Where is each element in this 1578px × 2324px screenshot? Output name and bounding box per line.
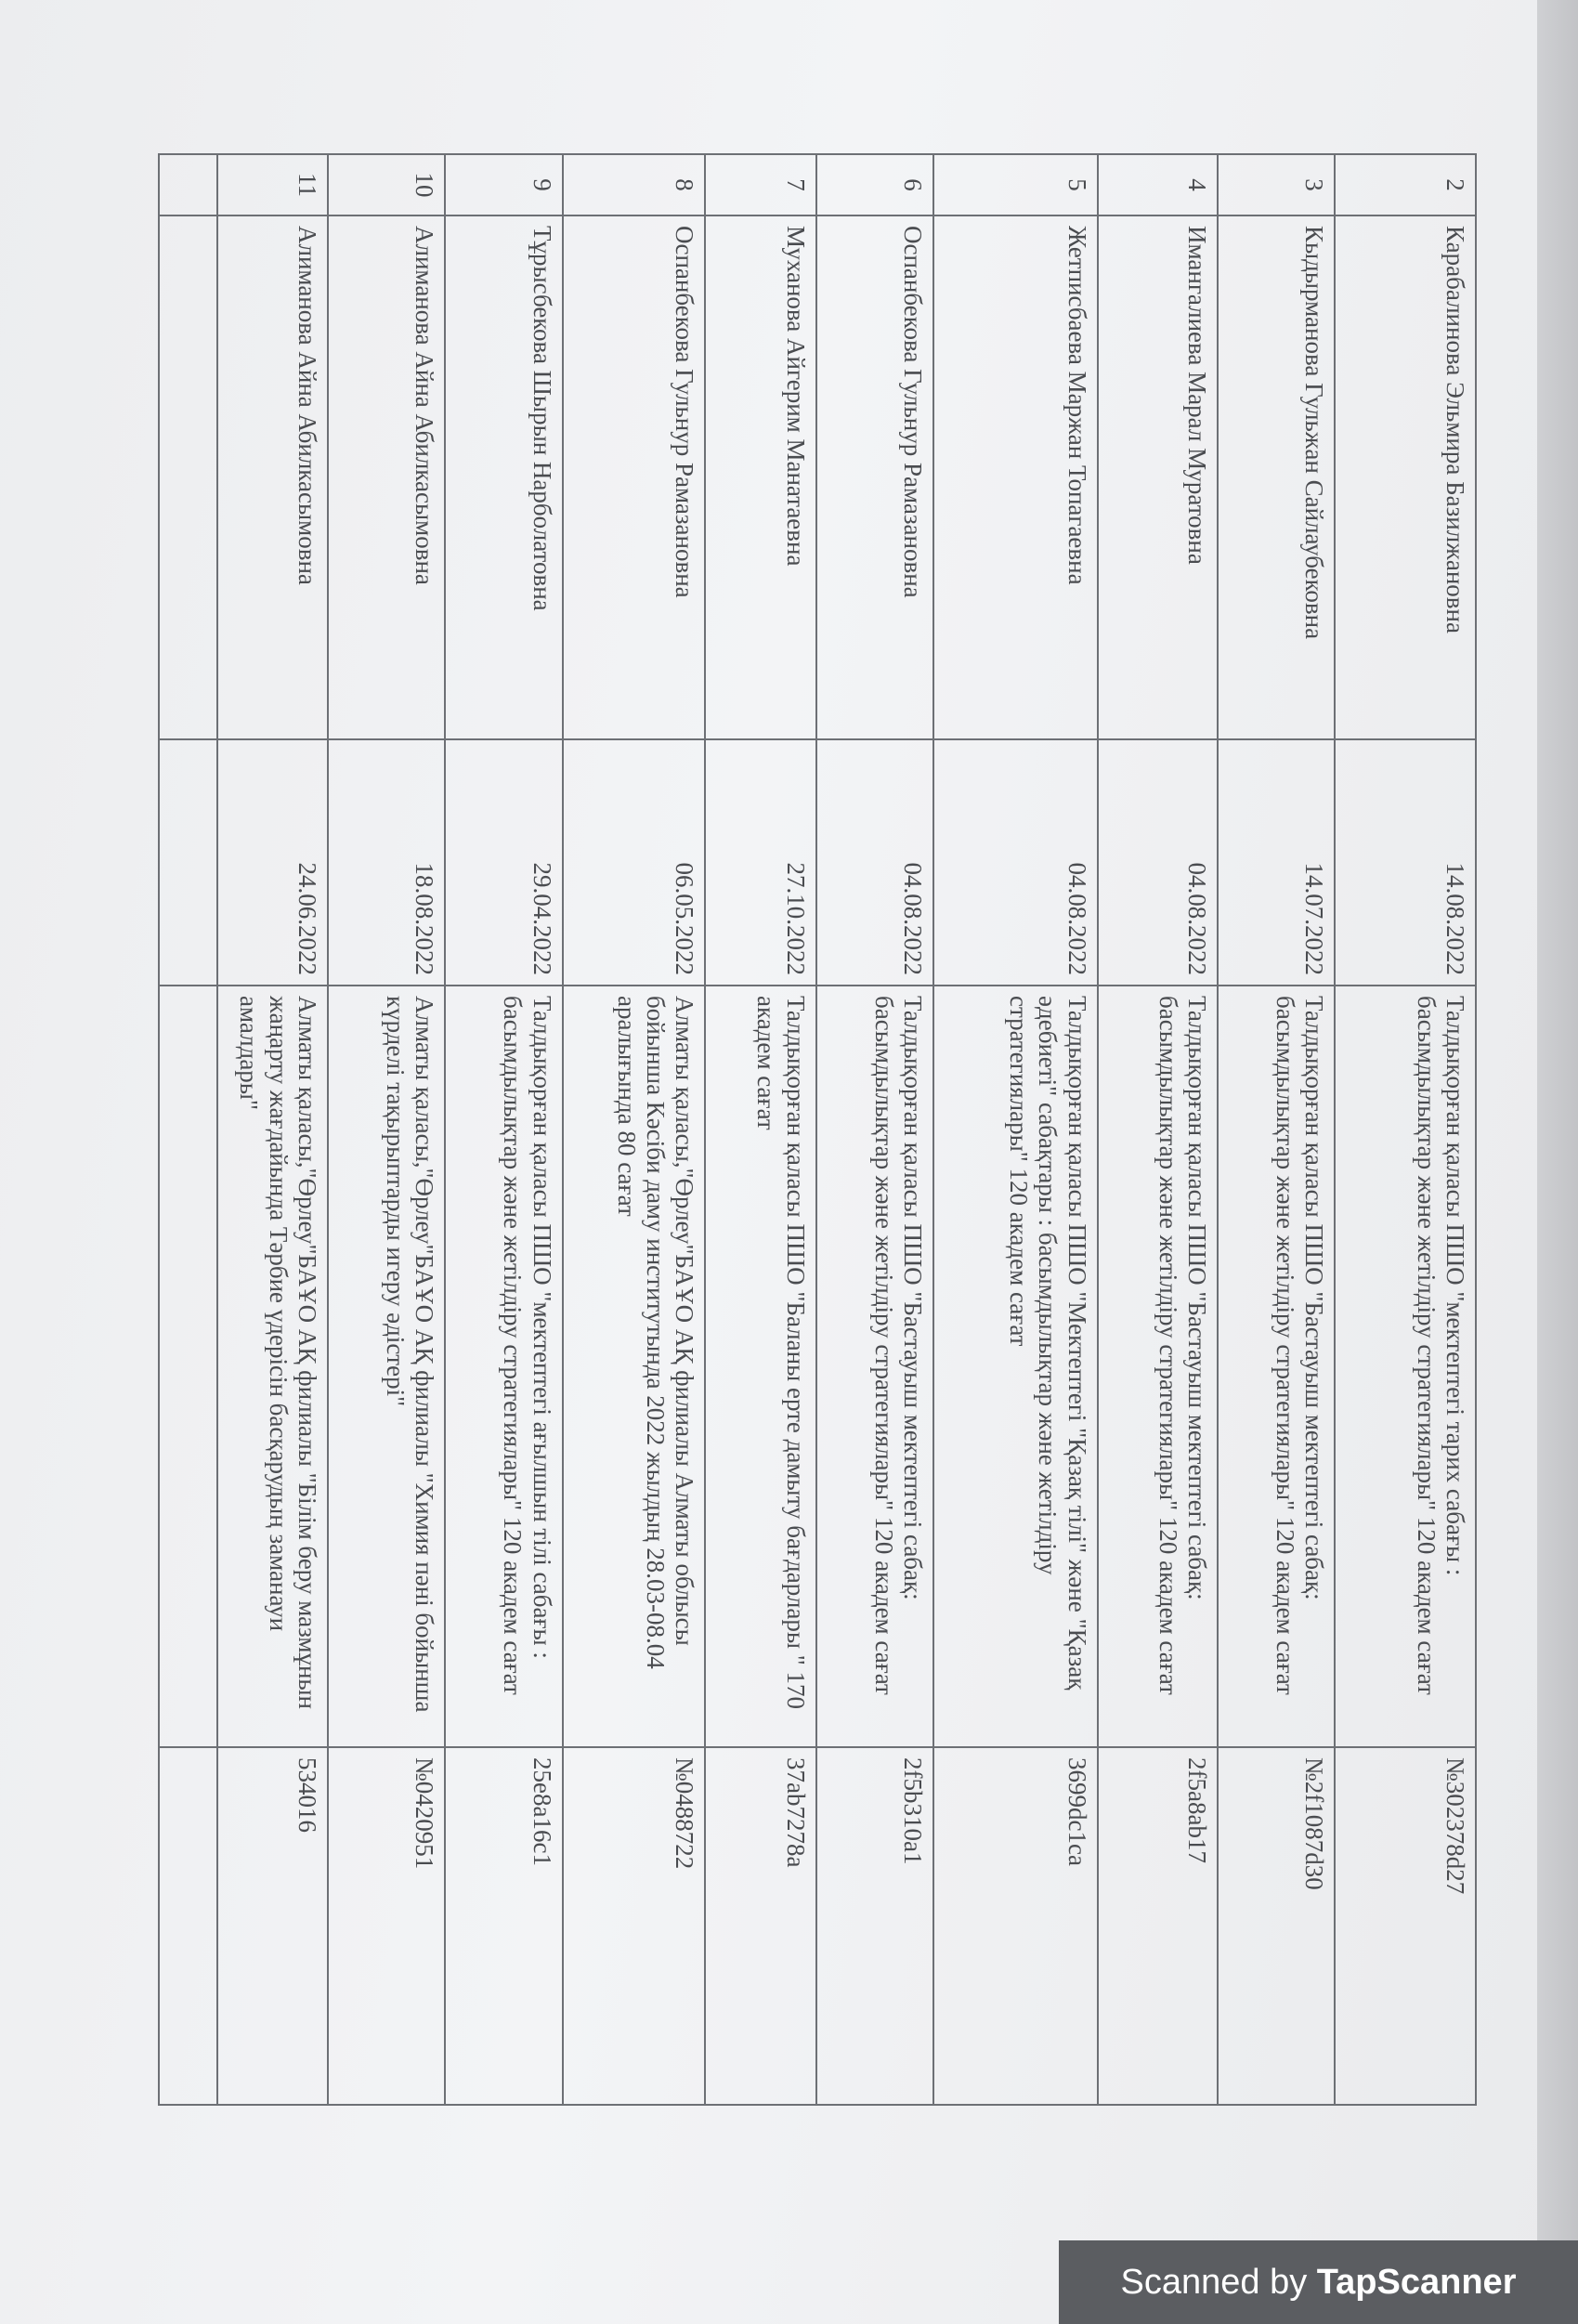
page-edge-shadow — [1537, 0, 1578, 2324]
row-number: 2 — [1335, 154, 1476, 215]
course-description: Алматы қаласы,"Өрлеу"БАҰО АҚ филиалы "Білім беру мазмұнын жаңарту жағдайында Тәрбие үдерісін басқарудың заманауи амалдары" — [217, 986, 328, 1747]
course-date: 27.10.2022 — [705, 739, 815, 986]
certificate-number: №0488722 — [563, 1747, 706, 2105]
teacher-name: Жетписбаева Маржан Топагаевна — [933, 215, 1098, 739]
course-description: Талдықорған қаласы ПШО "Бастауыш мектептегі сабақ: басымдылықтар және жетілдіру стратегиялары" 120 академ сағат — [1218, 986, 1335, 1747]
certificate-number: 2f5b310a1 — [816, 1747, 933, 2105]
course-date: 04.08.2022 — [816, 739, 933, 986]
certificate-number: №302378d27 — [1335, 1747, 1476, 2105]
watermark-brand: TapScanner — [1316, 2263, 1517, 2302]
certificate-number: 534016 — [217, 1747, 328, 2105]
teacher-name: Карабалинова Эльмира Базилжановна — [1335, 215, 1476, 739]
teacher-name: Тұрысбекова Шырын Нарболатовна — [445, 215, 562, 739]
row-number: 9 — [445, 154, 562, 215]
watermark-prefix: Scanned by — [1120, 2263, 1308, 2302]
course-description: Талдықорған қаласы ПШО "Мектептегі "Қазақ тілі" және "Қазақ әдебиеті" сабақтары : басымдылықтар және жетілдіру стратегиялары" 120 академ сағат — [933, 986, 1098, 1747]
row-number: 6 — [816, 154, 933, 215]
course-date: 14.07.2022 — [1218, 739, 1335, 986]
table-row — [1098, 154, 1218, 2105]
empty-cell — [159, 215, 217, 739]
course-date: 24.06.2022 — [217, 739, 328, 986]
course-date: 14.08.2022 — [1335, 739, 1476, 986]
course-description: Алматы қаласы,"Өрлеу"БАҰО АҚ филиалы Алматы облысы бойынша Кәсіби даму институтында 2022 жылдың 28.03-08.04 аралығында 80 сағат — [563, 986, 706, 1747]
course-date: 18.08.2022 — [328, 739, 445, 986]
row-number: 5 — [933, 154, 1098, 215]
empty-cell — [159, 986, 217, 1747]
certificate-number: 25e8a16c1 — [445, 1747, 562, 2105]
row-number: 11 — [217, 154, 328, 215]
course-date: 29.04.2022 — [445, 739, 562, 986]
teacher-name: Кыдырманова Гульжан Сайлаубековна — [1218, 215, 1335, 739]
teacher-name: Алиманова Айна Абилкасымовна — [217, 215, 328, 739]
table-row — [217, 154, 328, 2105]
table-row — [328, 154, 445, 2105]
course-date: 04.08.2022 — [933, 739, 1098, 986]
row-number: 8 — [563, 154, 706, 215]
certificates-table — [158, 153, 1477, 2106]
row-number: 10 — [328, 154, 445, 215]
teacher-name: Имангалиева Марал Муратовна — [1098, 215, 1218, 739]
course-description: Талдықорған қаласы ПШО "мектептегі ағылшын тілі сабағы : басымдылықтар және жетілдіру стратегиялары" 120 академ сағат — [445, 986, 562, 1747]
course-description: Талдықорған қаласы ПШО "Баланы ерте дамыту бағдарлары " 170 академ сағат — [705, 986, 815, 1747]
teacher-name: Алиманова Айна Абилкасымовна — [328, 215, 445, 739]
certificate-number: №0420951 — [328, 1747, 445, 2105]
teacher-name: Оспанбекова Гульнур Рамазановна — [816, 215, 933, 739]
course-description: Талдықорған қаласы ПШО "Бастауыш мектептегі сабақ: басымдылықтар және жетілдіру стратегиялары" 120 академ сағат — [816, 986, 933, 1747]
empty-cell — [159, 154, 217, 215]
course-date: 06.05.2022 — [563, 739, 706, 986]
scanner-watermark — [1059, 2240, 1578, 2324]
row-number: 4 — [1098, 154, 1218, 215]
teacher-name: Муханова Айгерим Манатаевна — [705, 215, 815, 739]
certificate-number: 3699dc1ca — [933, 1747, 1098, 2105]
course-description: Алматы қаласы,"Өрлеу"БАҰО АҚ филиалы "Химия пәні бойынша күрделі тақырыптарды игеру әдістері" — [328, 986, 445, 1747]
table-row — [563, 154, 706, 2105]
table-row — [933, 154, 1098, 2105]
empty-cell — [159, 1747, 217, 2105]
row-number: 7 — [705, 154, 815, 215]
teacher-name: Оспанбекова Гульнур Рамазановна — [563, 215, 706, 739]
empty-cell — [159, 739, 217, 986]
rotated-table-container — [158, 153, 1477, 2104]
table-body — [159, 154, 1476, 2105]
row-number: 3 — [1218, 154, 1335, 215]
table-row — [445, 154, 562, 2105]
table-row — [816, 154, 933, 2105]
certificate-number: 2f5a8ab17 — [1098, 1747, 1218, 2105]
empty-table-row — [159, 154, 217, 2105]
certificate-number: №2f1087d30 — [1218, 1747, 1335, 2105]
course-description: Талдықорған қаласы ПШО "мектептегі тарих сабағы : басымдылықтар және жетілдіру стратегиялары" 120 академ сағат — [1335, 986, 1476, 1747]
course-date: 04.08.2022 — [1098, 739, 1218, 986]
certificate-number: 37ab7278a — [705, 1747, 815, 2105]
course-description: Талдықорған қаласы ПШО "Бастауыш мектептегі сабақ: басымдылықтар және жетілдіру стратегиялары" 120 академ сағат — [1098, 986, 1218, 1747]
table-row — [705, 154, 815, 2105]
table-row — [1218, 154, 1335, 2105]
table-row — [1335, 154, 1476, 2105]
